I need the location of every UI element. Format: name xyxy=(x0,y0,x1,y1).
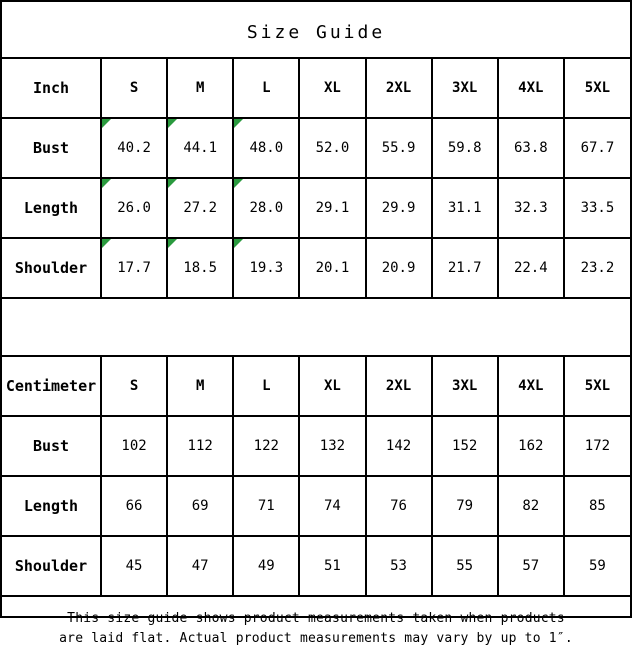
cell-bust-xl: 132 xyxy=(299,416,365,476)
table-separator xyxy=(2,299,630,355)
cell-shoulder-5xl: 23.2 xyxy=(564,238,630,298)
table-row xyxy=(2,238,630,298)
cell-bust-4xl: 162 xyxy=(498,416,564,476)
cell-length-m: 27.2 xyxy=(167,178,233,238)
row-label-shoulder: Shoulder xyxy=(2,536,101,596)
table-row xyxy=(2,178,630,238)
cell-length-3xl: 79 xyxy=(432,476,498,536)
cell-bust-5xl: 172 xyxy=(564,416,630,476)
size-header-3xl: 3XL xyxy=(432,356,498,416)
cell-bust-l: 122 xyxy=(233,416,299,476)
size-table-centimeter xyxy=(2,355,630,597)
cell-bust-4xl: 63.8 xyxy=(498,118,564,178)
cell-length-5xl: 85 xyxy=(564,476,630,536)
cell-shoulder-xl: 20.1 xyxy=(299,238,365,298)
footer-line-2: are laid flat. Actual product measurements may vary by up to 1″. xyxy=(20,629,612,648)
cell-shoulder-s: 17.7 xyxy=(101,238,167,298)
cell-shoulder-l: 19.3 xyxy=(233,238,299,298)
cell-shoulder-3xl: 55 xyxy=(432,536,498,596)
cell-shoulder-3xl: 21.7 xyxy=(432,238,498,298)
row-label-length: Length xyxy=(2,178,101,238)
cell-length-xl: 29.1 xyxy=(299,178,365,238)
cell-length-l: 28.0 xyxy=(233,178,299,238)
size-header-4xl: 4XL xyxy=(498,58,564,118)
cell-shoulder-s: 45 xyxy=(101,536,167,596)
cell-bust-s: 102 xyxy=(101,416,167,476)
size-header-3xl: 3XL xyxy=(432,58,498,118)
table-row xyxy=(2,118,630,178)
size-header-s: S xyxy=(101,58,167,118)
cell-shoulder-xl: 51 xyxy=(299,536,365,596)
size-header-m: M xyxy=(167,58,233,118)
cell-length-xl: 74 xyxy=(299,476,365,536)
size-header-l: L xyxy=(233,58,299,118)
cell-length-2xl: 29.9 xyxy=(366,178,432,238)
unit-header-inch: Inch xyxy=(2,58,101,118)
cell-bust-s: 40.2 xyxy=(101,118,167,178)
cell-bust-5xl: 67.7 xyxy=(564,118,630,178)
cell-shoulder-l: 49 xyxy=(233,536,299,596)
cell-shoulder-2xl: 53 xyxy=(366,536,432,596)
cell-bust-l: 48.0 xyxy=(233,118,299,178)
size-header-2xl: 2XL xyxy=(366,58,432,118)
size-header-s: S xyxy=(101,356,167,416)
size-header-l: L xyxy=(233,356,299,416)
cell-shoulder-2xl: 20.9 xyxy=(366,238,432,298)
table-row xyxy=(2,476,630,536)
cell-shoulder-4xl: 22.4 xyxy=(498,238,564,298)
table-row xyxy=(2,536,630,596)
cell-length-5xl: 33.5 xyxy=(564,178,630,238)
page-title: Size Guide xyxy=(2,2,630,57)
cell-length-m: 69 xyxy=(167,476,233,536)
table-header-row xyxy=(2,356,630,416)
cell-shoulder-m: 18.5 xyxy=(167,238,233,298)
cell-bust-3xl: 59.8 xyxy=(432,118,498,178)
size-header-5xl: 5XL xyxy=(564,58,630,118)
cell-length-4xl: 82 xyxy=(498,476,564,536)
unit-header-centimeter: Centimeter xyxy=(2,356,101,416)
size-header-4xl: 4XL xyxy=(498,356,564,416)
row-label-length: Length xyxy=(2,476,101,536)
cell-bust-xl: 52.0 xyxy=(299,118,365,178)
table-row xyxy=(2,416,630,476)
cell-length-s: 26.0 xyxy=(101,178,167,238)
size-header-xl: XL xyxy=(299,356,365,416)
cell-bust-m: 44.1 xyxy=(167,118,233,178)
cell-shoulder-5xl: 59 xyxy=(564,536,630,596)
table-header-row xyxy=(2,58,630,118)
size-header-2xl: 2XL xyxy=(366,356,432,416)
cell-length-l: 71 xyxy=(233,476,299,536)
cell-shoulder-m: 47 xyxy=(167,536,233,596)
row-label-shoulder: Shoulder xyxy=(2,238,101,298)
footer-line-1: This size guide shows product measurements taken when products xyxy=(20,609,612,629)
cell-bust-2xl: 142 xyxy=(366,416,432,476)
cell-bust-2xl: 55.9 xyxy=(366,118,432,178)
cell-bust-m: 112 xyxy=(167,416,233,476)
row-label-bust: Bust xyxy=(2,416,101,476)
size-header-xl: XL xyxy=(299,58,365,118)
size-header-m: M xyxy=(167,356,233,416)
size-header-5xl: 5XL xyxy=(564,356,630,416)
size-table-inch xyxy=(2,57,630,299)
row-label-bust: Bust xyxy=(2,118,101,178)
cell-length-2xl: 76 xyxy=(366,476,432,536)
cell-shoulder-4xl: 57 xyxy=(498,536,564,596)
cell-length-4xl: 32.3 xyxy=(498,178,564,238)
footer-note xyxy=(2,597,630,648)
cell-length-3xl: 31.1 xyxy=(432,178,498,238)
cell-length-s: 66 xyxy=(101,476,167,536)
cell-bust-3xl: 152 xyxy=(432,416,498,476)
